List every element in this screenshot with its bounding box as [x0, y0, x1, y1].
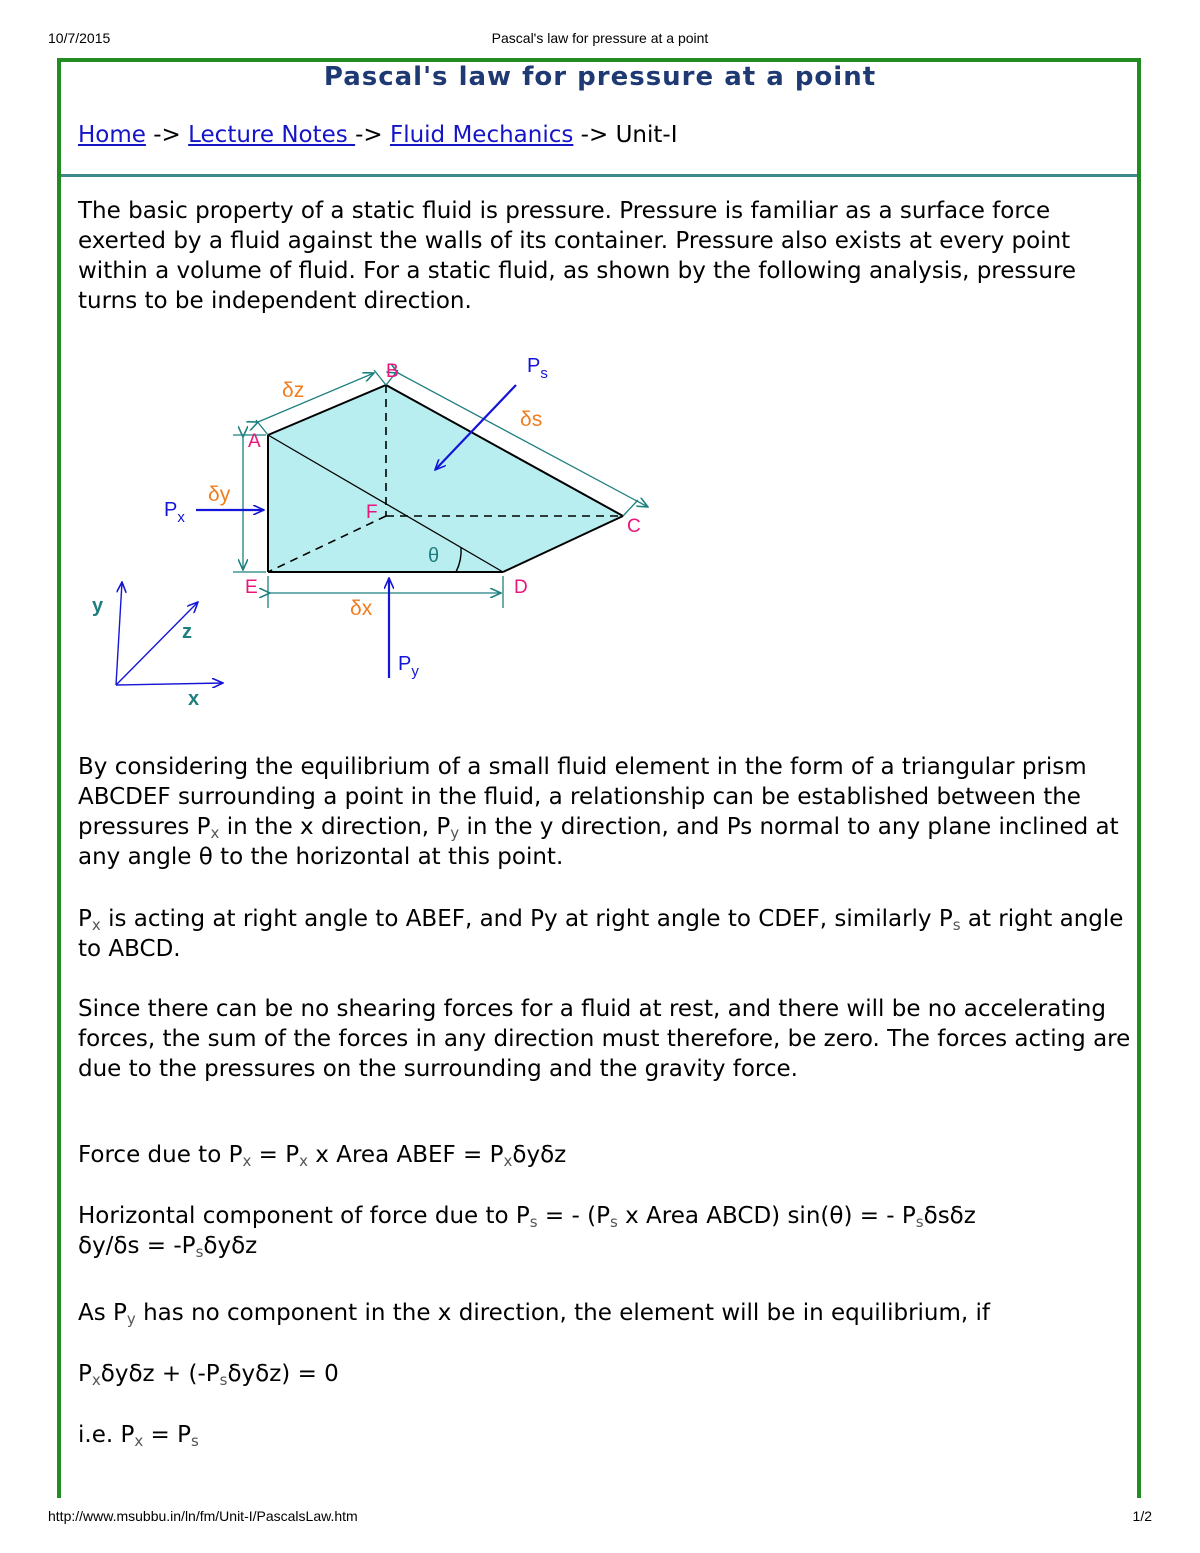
vertex-a-label: A [248, 431, 261, 452]
breadcrumb-separator: -> [573, 122, 616, 148]
header-divider [61, 174, 1137, 177]
axis-y-label: y [92, 595, 104, 617]
vertex-f-label: F [366, 502, 378, 523]
horizontal-component-equation: Horizontal component of force due to $P_s$ = - ($P_s$ x Area ABCD) sin(θ) = - $P_s\delta s\delta z$ $\delta y/\delta s = -P_s\delta y\delta z$ [78, 1203, 976, 1261]
dz-label: δz [282, 379, 305, 402]
breadcrumb-home-link[interactable]: Home [78, 122, 146, 148]
py-label: $P_y$ [398, 653, 419, 680]
ds-ext-c [623, 500, 638, 516]
axis-z-line [116, 602, 198, 685]
theta-label: θ [428, 545, 440, 567]
equilibrium-condition-text: As $P_y$ has no component in the x direction, the element will be in equilibrium, if [78, 1300, 991, 1328]
vertex-b-label: B [386, 361, 399, 382]
axis-y-line [116, 582, 122, 685]
equilibrium-equation: $P_x\delta y\delta z + (-P_s\delta y\delta z) = 0$ [78, 1361, 339, 1389]
page-number: 1/2 [1132, 1508, 1152, 1524]
print-date: 10/7/2015 [48, 30, 111, 46]
breadcrumb [78, 122, 677, 148]
axis-x-label: x [188, 688, 200, 710]
force-px-equation: Force due to $P_x = P_x$ x Area ABEF = $P_x\delta y\delta z$ [78, 1142, 567, 1170]
vertex-e-label: E [245, 577, 258, 598]
vertex-d-label: D [514, 577, 528, 598]
vertex-c-label: C [627, 516, 641, 537]
breadcrumb-fluid-mechanics-link[interactable]: Fluid Mechanics [389, 122, 574, 148]
breadcrumb-current: Unit-I [615, 122, 678, 148]
prism-diagram [78, 340, 678, 720]
equilibrium-paragraph: By considering the equilibrium of a small fluid element in the form of a triangular prism ABCDEF surrounding a point in the fluid, a relationship can be established between the pressures $P_x$ in the x direction, $P_y$ in the y direction, and Ps normal to any plane inclined at any angle θ to the horizontal at this point. [78, 754, 1119, 870]
dy-label: δy [208, 483, 231, 506]
axis-x-line [116, 683, 223, 685]
dz-ext-b [374, 370, 386, 385]
page-title: Pascal's law for pressure at a point [323, 62, 877, 92]
right-angle-paragraph: $P_x$ is acting at right angle to ABEF, and Py at right angle to CDEF, similarly $P_s$ at right angle to ABCD. [78, 906, 1124, 962]
ps-label: $P_s$ [527, 355, 548, 382]
breadcrumb-lecture-notes-link[interactable]: Lecture Notes [188, 122, 356, 148]
print-title: Pascal's law for pressure at a point [491, 30, 709, 46]
dx-label: δx [350, 597, 373, 620]
result-equation: i.e. $P_x = P_s$ [78, 1422, 199, 1450]
intro-paragraph: The basic property of a static fluid is pressure. Pressure is familiar as a surface force exerted by a fluid against the walls of its container. Pressure also exists at every point within a volume of fluid. For a static fluid, as shown by the following analysis, pressure turns to be independent direction. [78, 198, 1077, 314]
ds-label: δs [520, 408, 543, 431]
no-shear-paragraph: Since there can be no shearing forces for a fluid at rest, and there will be no accelerating forces, the sum of the forces in any direction must therefore, be zero. The forces acting are due to the pressures on the surrounding and the gravity force. [78, 996, 1131, 1082]
px-label: $P_x$ [164, 499, 185, 526]
print-url: http://www.msubbu.in/ln/fm/Unit-I/PascalsLaw.htm [48, 1508, 358, 1524]
axis-z-label: z [182, 621, 192, 643]
breadcrumb-separator: -> [355, 122, 390, 148]
breadcrumb-separator: -> [145, 122, 189, 148]
